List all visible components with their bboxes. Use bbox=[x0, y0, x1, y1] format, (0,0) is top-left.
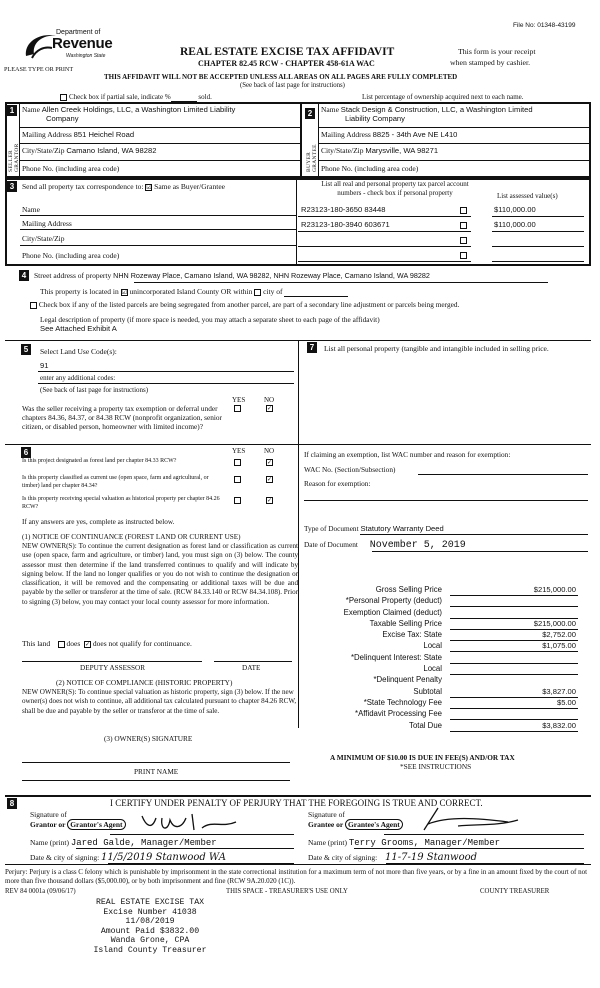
legal-value[interactable]: See Attached Exhibit A bbox=[40, 324, 117, 333]
form-title: REAL ESTATE EXCISE TAX AFFIDAVIT bbox=[180, 46, 395, 58]
grantee-name-line bbox=[354, 848, 584, 849]
value-underline bbox=[492, 231, 584, 232]
section-4-number: 4 bbox=[19, 270, 29, 281]
same-as-buyer-checkbox[interactable]: ☑ bbox=[146, 183, 152, 191]
seller-vertical-label: SELLER GRANTOR bbox=[8, 143, 20, 172]
tax-label: Local bbox=[423, 641, 442, 651]
this-land-label: This land bbox=[22, 639, 51, 648]
seller-mail-value[interactable]: 851 Heichel Road bbox=[73, 130, 135, 139]
street-underline bbox=[134, 282, 548, 283]
tax-value[interactable]: $3,827.00 bbox=[542, 686, 576, 696]
same-as-buyer-label: Same as Buyer/Grantee bbox=[154, 182, 225, 191]
county-treasurer-label: COUNTY TREASURER bbox=[480, 888, 550, 895]
s3-city-label: City/State/Zip bbox=[22, 234, 65, 243]
s6-q2-yes[interactable] bbox=[234, 476, 241, 483]
stamp-line: Wanda Grone, CPA bbox=[110, 936, 190, 946]
s3-name-label: Name bbox=[22, 205, 40, 214]
wac-intro: If claiming an exemption, list WAC number and reason for exemption: bbox=[304, 450, 511, 459]
doc-date-row bbox=[304, 540, 466, 551]
tax-value[interactable]: $3,832.00 bbox=[542, 720, 576, 730]
seller-name-value[interactable]: Allen Creek Holdings, LLC, a Washington Limited Liability bbox=[41, 105, 236, 114]
grantee-date-value[interactable]: 11-7-19 Stanwood bbox=[385, 852, 478, 863]
seller-phone-label: Phone No. (including area code) bbox=[22, 164, 120, 173]
correspondence-row bbox=[22, 182, 225, 191]
parcel-underline bbox=[298, 246, 471, 247]
does-checkbox[interactable] bbox=[58, 641, 65, 648]
see-back-note: (See back of last page for instructions) bbox=[240, 82, 345, 89]
tax-row bbox=[302, 675, 588, 686]
parties-divider bbox=[300, 102, 302, 178]
tax-row bbox=[302, 641, 588, 652]
seller-city-row bbox=[22, 146, 156, 155]
tax-row bbox=[302, 596, 588, 607]
parcel-list bbox=[298, 204, 588, 264]
s6-q3-yes[interactable] bbox=[234, 497, 241, 504]
land-use-label: Select Land Use Code(s): bbox=[40, 347, 117, 356]
continuance-row bbox=[22, 639, 192, 648]
buyer-name-row bbox=[321, 105, 591, 123]
seller-name-value-2[interactable]: Company bbox=[46, 114, 79, 123]
parcel-header-1: List all real and personal property tax parcel account bbox=[321, 180, 469, 188]
parcel-row bbox=[298, 204, 588, 219]
s6-top-line bbox=[5, 444, 298, 445]
ownership-pct-note: List percentage of ownership acquired next to each name. bbox=[362, 93, 524, 101]
grantee-name-value[interactable]: Terry Grooms, Manager/Member bbox=[348, 838, 501, 848]
does-not-label: does not bbox=[92, 639, 119, 648]
tax-value[interactable]: $215,000.00 bbox=[533, 585, 576, 594]
parcel-underline bbox=[298, 216, 471, 217]
s6-q1-yes[interactable] bbox=[234, 459, 241, 466]
tax-value[interactable]: $2,752.00 bbox=[542, 630, 576, 640]
street-row bbox=[34, 271, 430, 280]
additional-codes-label: enter any additional codes: bbox=[40, 374, 116, 382]
assessed-value[interactable]: $110,000.00 bbox=[494, 205, 536, 214]
buyer-city-label: City/State/Zip bbox=[321, 146, 364, 155]
grantor-or bbox=[30, 820, 126, 829]
tax-label: Exemption Claimed (deduct) bbox=[343, 607, 442, 617]
buyer-vertical-label: BUYER GRANTEE bbox=[306, 144, 318, 172]
city-of-field[interactable] bbox=[284, 287, 348, 297]
parcel-row bbox=[298, 219, 588, 234]
s5-no-checkbox[interactable]: ✓ bbox=[267, 405, 273, 412]
tax-value[interactable]: $1,075.00 bbox=[542, 641, 576, 651]
seller-name-row bbox=[22, 105, 298, 123]
personal-property-checkbox[interactable] bbox=[460, 252, 467, 259]
seller-label-divider bbox=[19, 102, 20, 178]
seller-line-2 bbox=[20, 143, 300, 144]
form-subtitle: CHAPTER 82.45 RCW - CHAPTER 458-61A WAC bbox=[198, 59, 375, 68]
please-type: PLEASE TYPE OR PRINT bbox=[4, 66, 74, 73]
print-name-line bbox=[22, 780, 290, 781]
treasurer-stamp bbox=[70, 898, 230, 956]
grantor-date-row bbox=[30, 852, 226, 863]
tax-row bbox=[302, 721, 588, 732]
deputy-label: DEPUTY ASSESSOR bbox=[80, 664, 146, 672]
s3-line-1 bbox=[20, 215, 296, 216]
logo-revenue: Revenue bbox=[52, 35, 113, 52]
buyer-mail-label: Mailing Address bbox=[321, 130, 371, 139]
section-2-number: 2 bbox=[305, 108, 315, 119]
buyer-mail-value[interactable]: 8825 - 34th Ave NE L410 bbox=[372, 130, 458, 139]
notice1-body: NEW OWNER(S): To continue the current designation as forest land or classification as current use (open space, farm and agriculture, or timber) land, you must sign on (3) below. The county assessor must then determine if the land transferred continues to qualify and will indicate by signing below. If the land no longer qualifies or you do not wish to continue the designation or classification, it will be removed and the compensating or additional taxes will be due and payable by the seller or transferor at the time of sale. (RCW 84.33.140 or RCW 84.34.108). Prior to signing (3) below, you may contact your local county assessor for more information. bbox=[22, 542, 298, 606]
reason-label: Reason for exemption: bbox=[304, 479, 371, 488]
tax-label: Local bbox=[423, 664, 442, 674]
tax-label: Total Due bbox=[409, 720, 442, 730]
value-underline bbox=[492, 261, 584, 262]
tax-row bbox=[302, 709, 588, 720]
buyer-mail-row bbox=[321, 130, 457, 139]
parcel-number[interactable]: R23123-180-3940 603671 bbox=[301, 220, 390, 229]
tax-value[interactable]: $215,000.00 bbox=[533, 618, 576, 628]
file-number: File No: 01348-43199 bbox=[513, 22, 576, 29]
buyer-city-value[interactable]: Marysville, WA 98271 bbox=[365, 146, 439, 155]
tax-row bbox=[302, 630, 588, 641]
s3-line-2 bbox=[20, 229, 296, 230]
seller-city-label: City/State/Zip bbox=[22, 146, 65, 155]
doc-type-value[interactable]: Statutory Warranty Deed bbox=[360, 524, 444, 533]
grantee-date-label: Date & city of signing: bbox=[308, 853, 378, 862]
buyer-line-1 bbox=[319, 127, 591, 128]
notice1-title: (1) NOTICE OF CONTINUANCE (FOREST LAND OR CURRENT USE) bbox=[22, 533, 241, 541]
logo-department: Department of bbox=[56, 29, 101, 36]
grantee-name-label: Name (print) bbox=[308, 838, 347, 847]
personal-property-checkbox[interactable] bbox=[460, 222, 467, 229]
buyer-label-divider bbox=[318, 102, 319, 178]
value-underline bbox=[492, 246, 584, 247]
s6-yes: YES bbox=[232, 447, 246, 455]
tax-label: Subtotal bbox=[413, 686, 442, 696]
form-revision: REV 84 0001a (09/06/17) bbox=[5, 888, 76, 895]
section-3-divider bbox=[296, 178, 297, 266]
section-5-number: 5 bbox=[21, 344, 31, 355]
treasurer-use-only: THIS SPACE - TREASURER'S USE ONLY bbox=[226, 888, 348, 895]
qualify-label: qualify for continuance. bbox=[119, 639, 192, 648]
parcel-row bbox=[298, 234, 588, 249]
parcel-header-2: numbers - check box if personal property bbox=[337, 189, 453, 197]
notice2-body: NEW OWNER(S): To continue special valuation as historic property, sign (3) below. If the new owner(s) does not wish to continue, all additional tax calculated pursuant to chapter 84.26 RCW, shall be due and payable by the seller or transferor at the time of sale. bbox=[22, 688, 297, 715]
s6-q2-no[interactable]: ✓ bbox=[267, 476, 273, 483]
receipt-note-1: This form is your receipt bbox=[458, 47, 536, 56]
stamp-line: Excise Number 41038 bbox=[103, 907, 197, 917]
print-name-label: PRINT NAME bbox=[134, 767, 179, 776]
assessed-header: List assessed value(s) bbox=[497, 192, 558, 200]
tax-label: *Personal Property (deduct) bbox=[345, 596, 442, 606]
grantee-agent-circled: Grantee's Agent bbox=[345, 819, 403, 830]
certify-statement: I CERTIFY UNDER PENALTY OF PERJURY THAT THE FOREGOING IS TRUE AND CORRECT. bbox=[110, 798, 483, 808]
stamp-line: 11/08/2019 bbox=[125, 917, 175, 927]
see-instructions: *SEE INSTRUCTIONS bbox=[400, 762, 472, 771]
city-of-checkbox[interactable] bbox=[254, 289, 261, 296]
buyer-city-row bbox=[321, 146, 438, 155]
s6-no: NO bbox=[264, 447, 275, 455]
grantor-sig-line bbox=[110, 834, 294, 835]
seller-mail-row bbox=[22, 130, 134, 139]
tax-row bbox=[302, 653, 588, 664]
section-3-number: 3 bbox=[7, 181, 17, 192]
correspondence-label: Send all property tax correspondence to: bbox=[22, 182, 144, 191]
grantor-signature[interactable] bbox=[132, 810, 252, 834]
s6-q1: Is this project designated as forest land per chapter 84.33 RCW? bbox=[22, 458, 177, 464]
parcel-header bbox=[300, 180, 490, 198]
section-6-number: 6 bbox=[21, 447, 31, 458]
grantee-sig-of: Signature of bbox=[308, 810, 345, 819]
perjury-notice: Perjury: Perjury is a class C felony which is punishable by imprisonment in the state correctional institution for a maximum term of not more than five years, or by a fine in an amount fixed by the court of not more than five thousand dollars ($5,000.00), or by both imprisonment and fine (RCW 9A.20.020 (1C)). bbox=[5, 868, 588, 885]
s6-q3: Is this property receiving special valuation as historical property per chapter 84.26 RCW? bbox=[22, 496, 220, 510]
s5-yes-checkbox[interactable] bbox=[234, 405, 241, 412]
doc-type-line bbox=[360, 534, 588, 535]
grantor-name-label: Name (print) bbox=[30, 838, 69, 847]
buyer-name-value-2[interactable]: Liability Company bbox=[345, 114, 405, 123]
unincorporated-checkbox[interactable]: ☑ bbox=[121, 288, 127, 296]
grantee-date-row bbox=[308, 852, 477, 863]
buyer-phone-label: Phone No. (including area code) bbox=[321, 164, 419, 173]
buyer-name-value[interactable]: Stack Design & Construction, LLC, a Washington Limited bbox=[340, 105, 533, 114]
grantor-date-label: Date & city of signing: bbox=[30, 853, 100, 862]
grantor-or-label: Grantor or bbox=[30, 820, 66, 829]
notice2-title: (2) NOTICE OF COMPLIANCE (HISTORIC PROPERTY) bbox=[56, 678, 233, 687]
tax-label: Taxable Selling Price bbox=[369, 618, 442, 628]
deputy-line bbox=[22, 661, 202, 662]
tax-label: *State Technology Fee bbox=[363, 697, 442, 707]
grantor-name-row bbox=[30, 838, 217, 848]
owner-sig-line bbox=[22, 762, 290, 763]
s3-phone-label: Phone No. (including area code) bbox=[22, 251, 120, 260]
stamp-line: REAL ESTATE EXCISE TAX bbox=[95, 898, 205, 907]
value-underline bbox=[492, 216, 584, 217]
section-7-number: 7 bbox=[307, 342, 317, 353]
unincorporated-label: unincorporated Island County OR within bbox=[129, 287, 253, 296]
minimum-note: A MINIMUM OF $10.00 IS DUE IN FEE(S) AND/OR TAX bbox=[330, 753, 515, 762]
parcel-number[interactable]: R23123-180-3650 83448 bbox=[301, 205, 386, 214]
partial-sale-sold: sold. bbox=[198, 93, 212, 101]
partial-sale-pct-field[interactable] bbox=[171, 93, 197, 102]
parcel-underline bbox=[298, 261, 471, 262]
section-1-number: 1 bbox=[7, 105, 17, 116]
buyer-line-2 bbox=[319, 143, 591, 144]
does-label: does bbox=[66, 639, 81, 648]
s3-mail-label: Mailing Address bbox=[22, 219, 72, 228]
tax-table bbox=[302, 585, 588, 732]
wac-label: WAC No. (Section/Subsection) bbox=[304, 465, 396, 474]
s5-see-back: (See back of last page for instructions) bbox=[40, 386, 149, 394]
s6-q2: Is this property classified as current use (open space, farm and agricultural, or timber) land per chapter 84.34? bbox=[22, 475, 209, 489]
tax-underline bbox=[450, 731, 578, 732]
tax-row bbox=[302, 687, 588, 698]
s3-line-3 bbox=[20, 245, 296, 246]
doc-type-row bbox=[304, 524, 444, 533]
grantor-date-value[interactable]: 11/5/2019 Stanwood WA bbox=[101, 852, 226, 863]
tax-value[interactable]: $5.00 bbox=[556, 697, 576, 707]
parcel-row bbox=[298, 249, 588, 264]
grantor-date-line bbox=[108, 863, 294, 864]
exemption-question: Was the seller receiving a property tax exemption or deferral under chapters 84.36, 84.37, or 84.38 RCW (nonprofit organization, senior citizen, or disabled person, homeowner with limited income)? bbox=[22, 404, 222, 432]
tax-row bbox=[302, 664, 588, 675]
personal-property-checkbox[interactable] bbox=[460, 237, 467, 244]
s6-q1-no[interactable]: ✓ bbox=[267, 459, 273, 466]
does-not-checkbox[interactable]: ✓ bbox=[85, 640, 91, 648]
grantee-sig-line bbox=[384, 834, 584, 835]
s7-mid-line bbox=[298, 444, 591, 445]
stamp-line: Island County Treasurer bbox=[93, 945, 207, 955]
grantee-or-label: Grantee or bbox=[308, 820, 344, 829]
grantor-sig-of: Signature of bbox=[30, 810, 67, 819]
doc-date-line bbox=[372, 551, 588, 552]
section-8-number: 8 bbox=[7, 798, 17, 809]
reason-line bbox=[304, 500, 588, 501]
city-of-label: city of bbox=[263, 287, 283, 296]
owner-signature-label: (3) OWNER(S) SIGNATURE bbox=[104, 734, 193, 743]
personal-property-label: List all personal property (tangible and intangible included in selling price. bbox=[324, 344, 549, 353]
tax-label: Gross Selling Price bbox=[375, 585, 442, 594]
grantor-name-value[interactable]: Jared Galde, Manager/Member bbox=[70, 838, 217, 848]
partial-sale-line bbox=[60, 93, 212, 102]
personal-property-checkbox[interactable] bbox=[460, 207, 467, 214]
warning-banner: THIS AFFIDAVIT WILL NOT BE ACCEPTED UNLESS ALL AREAS ON ALL PAGES ARE FULLY COMPLETED bbox=[104, 73, 458, 81]
located-row bbox=[40, 287, 348, 297]
logo-state: Washington State bbox=[66, 53, 106, 59]
assessed-value[interactable]: $110,000.00 bbox=[494, 220, 536, 229]
grantor-agent-circled: Grantor's Agent bbox=[67, 819, 125, 830]
land-use-value[interactable]: 91 bbox=[40, 361, 49, 370]
tax-row bbox=[302, 608, 588, 619]
partial-sale-label: Check box if partial sale, indicate % bbox=[69, 93, 171, 101]
seller-name-label: Name bbox=[22, 105, 40, 114]
land-use-line bbox=[38, 371, 294, 372]
tax-label: *Delinquent Penalty bbox=[373, 675, 442, 685]
street-value[interactable]: NHN Rozeway Place, Camano Island, WA 98282, NHN Rozeway Place, Camano Island, WA 98282 bbox=[113, 271, 430, 280]
grantee-date-line bbox=[386, 863, 584, 864]
doc-date-label: Date of Document bbox=[304, 540, 358, 549]
deputy-date-line bbox=[214, 661, 292, 662]
s6-if-yes: If any answers are yes, complete as instructed below. bbox=[22, 518, 175, 526]
wac-line bbox=[418, 474, 588, 475]
doc-type-label: Type of Document bbox=[304, 524, 359, 533]
located-label: This property is located in bbox=[40, 287, 119, 296]
receipt-note-2: when stamped by cashier. bbox=[450, 58, 531, 67]
legal-label: Legal description of property (if more space is needed, you may attach a separate sheet to each page of the affidavit) bbox=[40, 315, 380, 324]
dor-logo bbox=[22, 28, 122, 66]
seller-mail-label: Mailing Address bbox=[22, 130, 72, 139]
seller-line-3 bbox=[20, 160, 300, 161]
segregated-checkbox[interactable] bbox=[30, 302, 37, 309]
tax-row bbox=[302, 585, 588, 596]
grantee-signature[interactable] bbox=[418, 806, 528, 834]
segregated-row bbox=[30, 300, 459, 309]
stamp-line: Amount Paid $3832.00 bbox=[100, 926, 200, 936]
segregated-label: Check box if any of the listed parcels are being segregated from another parcel, are part of a secondary line adjustment or parcels being merged. bbox=[38, 300, 460, 309]
tax-label: Excise Tax: State bbox=[382, 630, 442, 640]
seller-line-1 bbox=[20, 127, 300, 128]
parcel-underline bbox=[298, 231, 471, 232]
tax-label: *Affidavit Processing Fee bbox=[355, 709, 442, 719]
grantor-name-line bbox=[76, 848, 294, 849]
grantee-or bbox=[308, 820, 403, 829]
seller-city-value[interactable]: Camano Island, WA 98282 bbox=[66, 146, 157, 155]
deputy-date-label: DATE bbox=[242, 664, 261, 672]
s6-q3-no[interactable]: ✓ bbox=[267, 497, 273, 504]
s5-yes: YES bbox=[232, 396, 246, 404]
partial-sale-checkbox[interactable] bbox=[60, 94, 67, 101]
doc-date-value[interactable]: November 5, 2019 bbox=[369, 540, 466, 551]
additional-codes-line bbox=[38, 383, 294, 384]
buyer-name-label: Name bbox=[321, 105, 339, 114]
s5-no: NO bbox=[264, 396, 275, 404]
tax-label: *Delinquent Interest: State bbox=[350, 652, 442, 662]
buyer-line-3 bbox=[319, 160, 591, 161]
street-label: Street address of property bbox=[34, 271, 112, 280]
tax-row bbox=[302, 698, 588, 709]
grantee-name-row bbox=[308, 838, 500, 848]
tax-row bbox=[302, 619, 588, 630]
